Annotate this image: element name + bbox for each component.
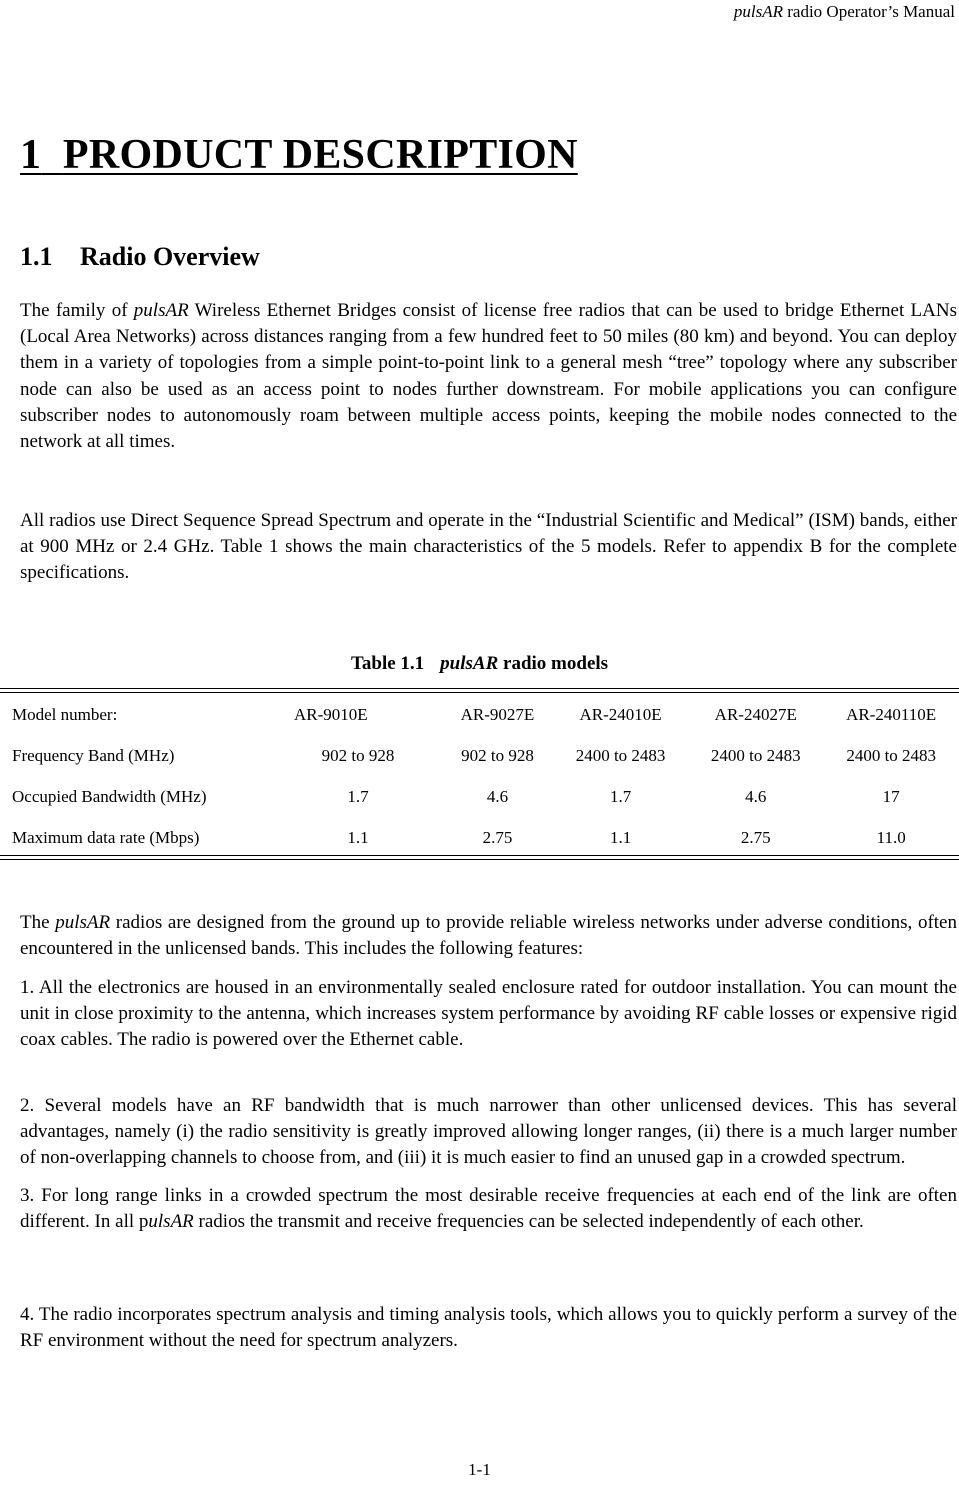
p3-post: radios are designed from the ground up to provide reliable wireless networks under adverse conditions, often encountered in the unlicensed bands. This includes the following features:	[20, 912, 957, 960]
feature-item-4: 4. The radio incorporates spectrum analysis and timing analysis tools, which allows you to quickly perform a survey of the RF environment without the need for spectrum analyzers.	[20, 1304, 957, 1352]
row-label: Maximum data rate (Mbps)	[12, 827, 200, 847]
table-cell: 2400 to 2483	[575, 745, 666, 765]
p3-brand: pulsAR	[55, 912, 111, 933]
running-header	[734, 2, 955, 22]
table-cell: 17	[882, 786, 900, 806]
row-label: Occupied Bandwidth (MHz)	[12, 786, 207, 806]
row-label: Frequency Band (MHz)	[12, 745, 175, 765]
chapter-title	[20, 130, 578, 180]
table-cell: AR-9027E	[460, 704, 535, 724]
p3-pre: The	[20, 912, 56, 933]
table-cell: 4.6	[745, 786, 767, 806]
header-suffix: radio Operator’s Manual	[783, 2, 955, 21]
table-caption-label: Table 1.1	[350, 653, 425, 674]
chapter-title-text: PRODUCT DESCRIPTION	[62, 132, 578, 178]
f3-post: radios the transmit and receive frequencies can be selected independently of each other.	[193, 1211, 864, 1233]
section-title-text: Radio Overview	[80, 242, 260, 271]
p1-brand: pulsAR	[133, 300, 189, 321]
p1-pre: The family of	[20, 300, 134, 321]
section-number: 1.1	[20, 242, 53, 271]
table-row	[0, 694, 959, 735]
feature-item-1: 1. All the electronics are housed in an environmentally sealed enclosure rated for outdoor installation. You can mount the unit in close proximity to the antenna, which increases system performance by avoiding RF cable losses or expensive rigid coax cables. The radio is powered over the Ethernet cable.	[20, 977, 957, 1051]
table-caption	[0, 651, 959, 677]
table-top-rule	[0, 688, 959, 693]
table-cell: 902 to 928	[461, 745, 534, 765]
row-label: Model number:	[12, 704, 118, 724]
table-caption-brand: pulsAR	[440, 653, 499, 674]
table-cell: 1.1	[347, 827, 369, 847]
table-cell: 902 to 928	[321, 745, 395, 765]
table-row	[0, 817, 959, 858]
table-cell: 2400 to 2483	[846, 745, 937, 765]
radio-models-table	[0, 694, 959, 858]
table-cell: AR-24010E	[579, 704, 662, 724]
table-cell: 2.75	[482, 827, 513, 847]
feature-item-3	[20, 1183, 957, 1235]
table-cell: 1.1	[609, 827, 632, 847]
table-cell: 11.0	[876, 827, 906, 847]
table-cell: 2400 to 2483	[710, 745, 801, 765]
table-cell: AR-24027E	[714, 704, 797, 724]
table-cell: 1.7	[609, 786, 632, 806]
table-cell: 1.7	[347, 786, 369, 806]
p1-post: Wireless Ethernet Bridges consist of license free radios that can be used to bridge Ethernet LANs (Local Area Networks) across distances ranging from a few hundred feet to 50 miles (80 km) and beyond. You can deploy them in a variety of topologies from a simple point-to-point link to a general mesh “tree” topology where any subscriber node can also be used as an access point to nodes further downstream. For mobile applications you can configure subscriber nodes to autonomously roam between multiple access points, keeping the mobile nodes connected to the network at all times.	[20, 300, 957, 453]
table-row	[0, 735, 959, 776]
page-number: 1-1	[468, 1460, 491, 1479]
table-row	[0, 776, 959, 817]
header-brand: pulsAR	[733, 2, 783, 21]
overview-paragraph-1	[20, 298, 957, 455]
table-cell: 2.75	[740, 827, 771, 847]
table-cell: AR-240110E	[846, 704, 937, 724]
table-cell: AR-9010E	[294, 704, 368, 724]
overview-paragraph-2: All radios use Direct Sequence Spread Spectrum and operate in the “Industrial Scientific and Medical” (ISM) bands, either at 900 MHz or 2.4 GHz. Table 1 shows the main characteristics of the 5 models. Refer to appendix B for the complete specifications.	[20, 510, 957, 584]
f3-brand: ulsAR	[148, 1211, 194, 1233]
chapter-number: 1	[20, 132, 42, 178]
feature-item-2: 2. Several models have an RF bandwidth that is much narrower than other unlicensed devices. This has several advantages, namely (i) the radio sensitivity is greatly improved allowing longer ranges, (ii) there is a much larger number of non-overlapping channels to choose from, and (iii) it is much easier to find an unused gap in a crowded spectrum.	[20, 1095, 957, 1169]
table-cell: 4.6	[486, 786, 509, 806]
section-title	[20, 241, 260, 273]
table-caption-rest: radio models	[498, 653, 609, 674]
features-intro-paragraph	[20, 910, 957, 962]
f3-pre: 3. For long range links in a crowded spectrum the most desirable receive frequencies at each end of the link are often different. In all p	[20, 1185, 957, 1233]
table-bottom-rule	[0, 855, 959, 860]
